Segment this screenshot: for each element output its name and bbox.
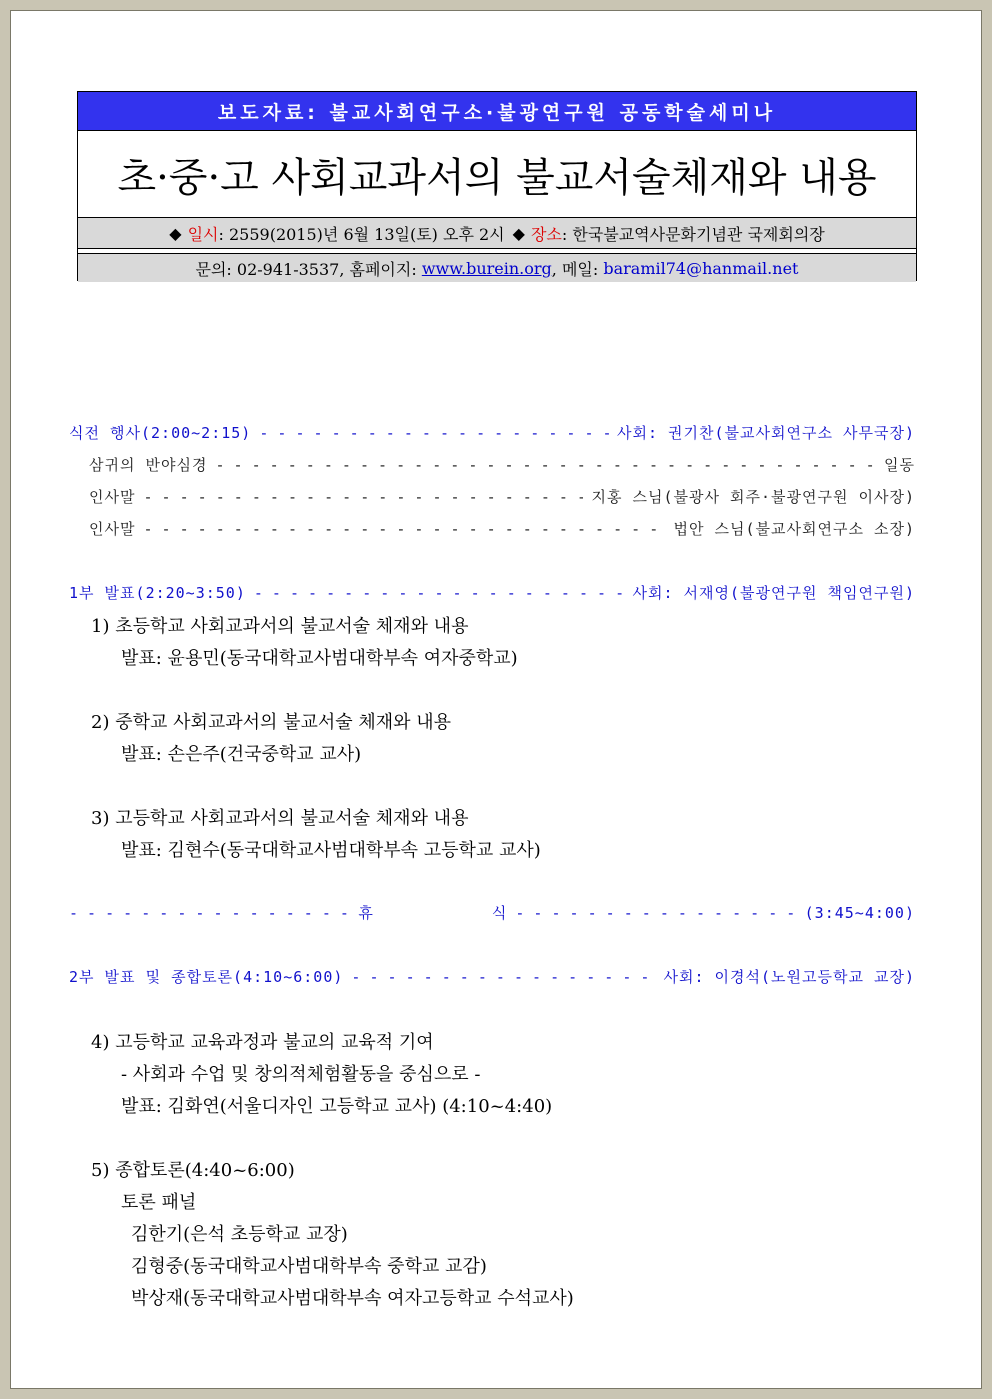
dotted-leader [215, 456, 876, 474]
panelist: 박상재(동국대학교사범대학부속 여자고등학교 수석교사) [131, 1288, 574, 1309]
page-title: 초·중·고 사회교과서의 불교서술체재와 내용 [78, 131, 916, 218]
session-3-presenter: 발표: 김현수(동국대학교사범대학부속 고등학교 교사) [121, 840, 541, 861]
opening-row-left: 인사말 [89, 488, 136, 506]
part1-header [69, 582, 915, 603]
date-value: : 2559(2015)년 6월 13일(토) 오후 2시 [218, 224, 505, 244]
document-page [10, 10, 982, 1389]
contact-info [78, 254, 916, 282]
dotted-leader [515, 904, 796, 922]
date-label: 일시 [187, 224, 219, 244]
press-release-banner: 보도자료: 불교사회연구소·불광연구원 공동학술세미나 [78, 92, 916, 131]
place-value: : 한국불교역사문화기념관 국제회의장 [561, 224, 825, 244]
opening-row-right: 지홍 스님(불광사 회주·불광연구원 이사장) [591, 488, 915, 506]
session-2-presenter: 발표: 손은주(건국중학교 교사) [121, 744, 362, 765]
session-4-subtitle: - 사회과 수업 및 창의적체험활동을 중심으로 - [121, 1064, 481, 1085]
opening-title: 식전 행사(2:00~2:15) [69, 424, 252, 442]
email-prefix: , 메일: [551, 259, 604, 279]
dotted-leader [143, 520, 665, 538]
opening-row [89, 454, 915, 475]
dotted-leader [69, 904, 350, 922]
part2-title: 2부 발표 및 종합토론(4:10~6:00) [69, 968, 344, 986]
dotted-leader [254, 584, 625, 602]
break-line [69, 902, 915, 923]
session-4-title: 4) 고등학교 교육과정과 불교의 교육적 기여 [91, 1032, 434, 1053]
session-3-title: 3) 고등학교 사회교과서의 불교서술 체재와 내용 [91, 808, 469, 829]
part1-title: 1부 발표(2:20~3:50) [69, 584, 246, 602]
session-1-title: 1) 초등학교 사회교과서의 불교서술 체재와 내용 [91, 616, 469, 637]
part2-host: 사회: 이경석(노원고등학교 교장) [663, 968, 915, 986]
diamond-icon: ◆ [512, 223, 525, 243]
event-info [78, 218, 916, 249]
break-label-2: 식 [491, 904, 508, 922]
break-time: (3:45~4:00) [804, 903, 915, 922]
homepage-link[interactable]: www.burein.org [421, 258, 552, 278]
session-1-presenter: 발표: 윤용민(동국대학교사범대학부속 여자중학교) [121, 648, 518, 669]
session-2-title: 2) 중학교 사회교과서의 불교서술 체재와 내용 [91, 712, 452, 733]
panelist: 김한기(은석 초등학교 교장) [131, 1224, 348, 1245]
part2-header [69, 966, 915, 987]
panel-label: 토론 패널 [121, 1192, 197, 1213]
session-4-presenter: 발표: 김화연(서울디자인 고등학교 교사) (4:10~4:40) [121, 1096, 553, 1117]
break-label-1: 휴 [358, 904, 374, 922]
email-link[interactable]: baramil74@hanmail.net [603, 258, 799, 278]
dotted-leader [143, 488, 583, 506]
opening-header [69, 422, 915, 443]
dotted-leader [259, 424, 609, 442]
part1-host: 사회: 서재영(불광연구원 책임연구원) [632, 584, 915, 602]
opening-row-right: 일동 [884, 456, 915, 474]
opening-row [89, 518, 915, 539]
opening-row-left: 인사말 [89, 520, 136, 538]
place-label: 장소 [530, 224, 562, 244]
opening-host: 사회: 권기찬(불교사회연구소 사무국장) [617, 424, 915, 442]
panelist: 김형중(동국대학교사범대학부속 중학교 교감) [131, 1256, 487, 1277]
contact-prefix: 문의: 02-941-3537, 홈페이지: [195, 259, 422, 279]
header-box [77, 91, 917, 281]
diamond-icon: ◆ [169, 223, 182, 243]
opening-row-right: 법안 스님(불교사회연구소 소장) [673, 520, 915, 538]
opening-row [89, 486, 915, 507]
opening-row-left: 삼귀의 반야심경 [89, 456, 208, 474]
dotted-leader [351, 968, 655, 986]
session-5-title: 5) 종합토론(4:40~6:00) [91, 1160, 295, 1181]
